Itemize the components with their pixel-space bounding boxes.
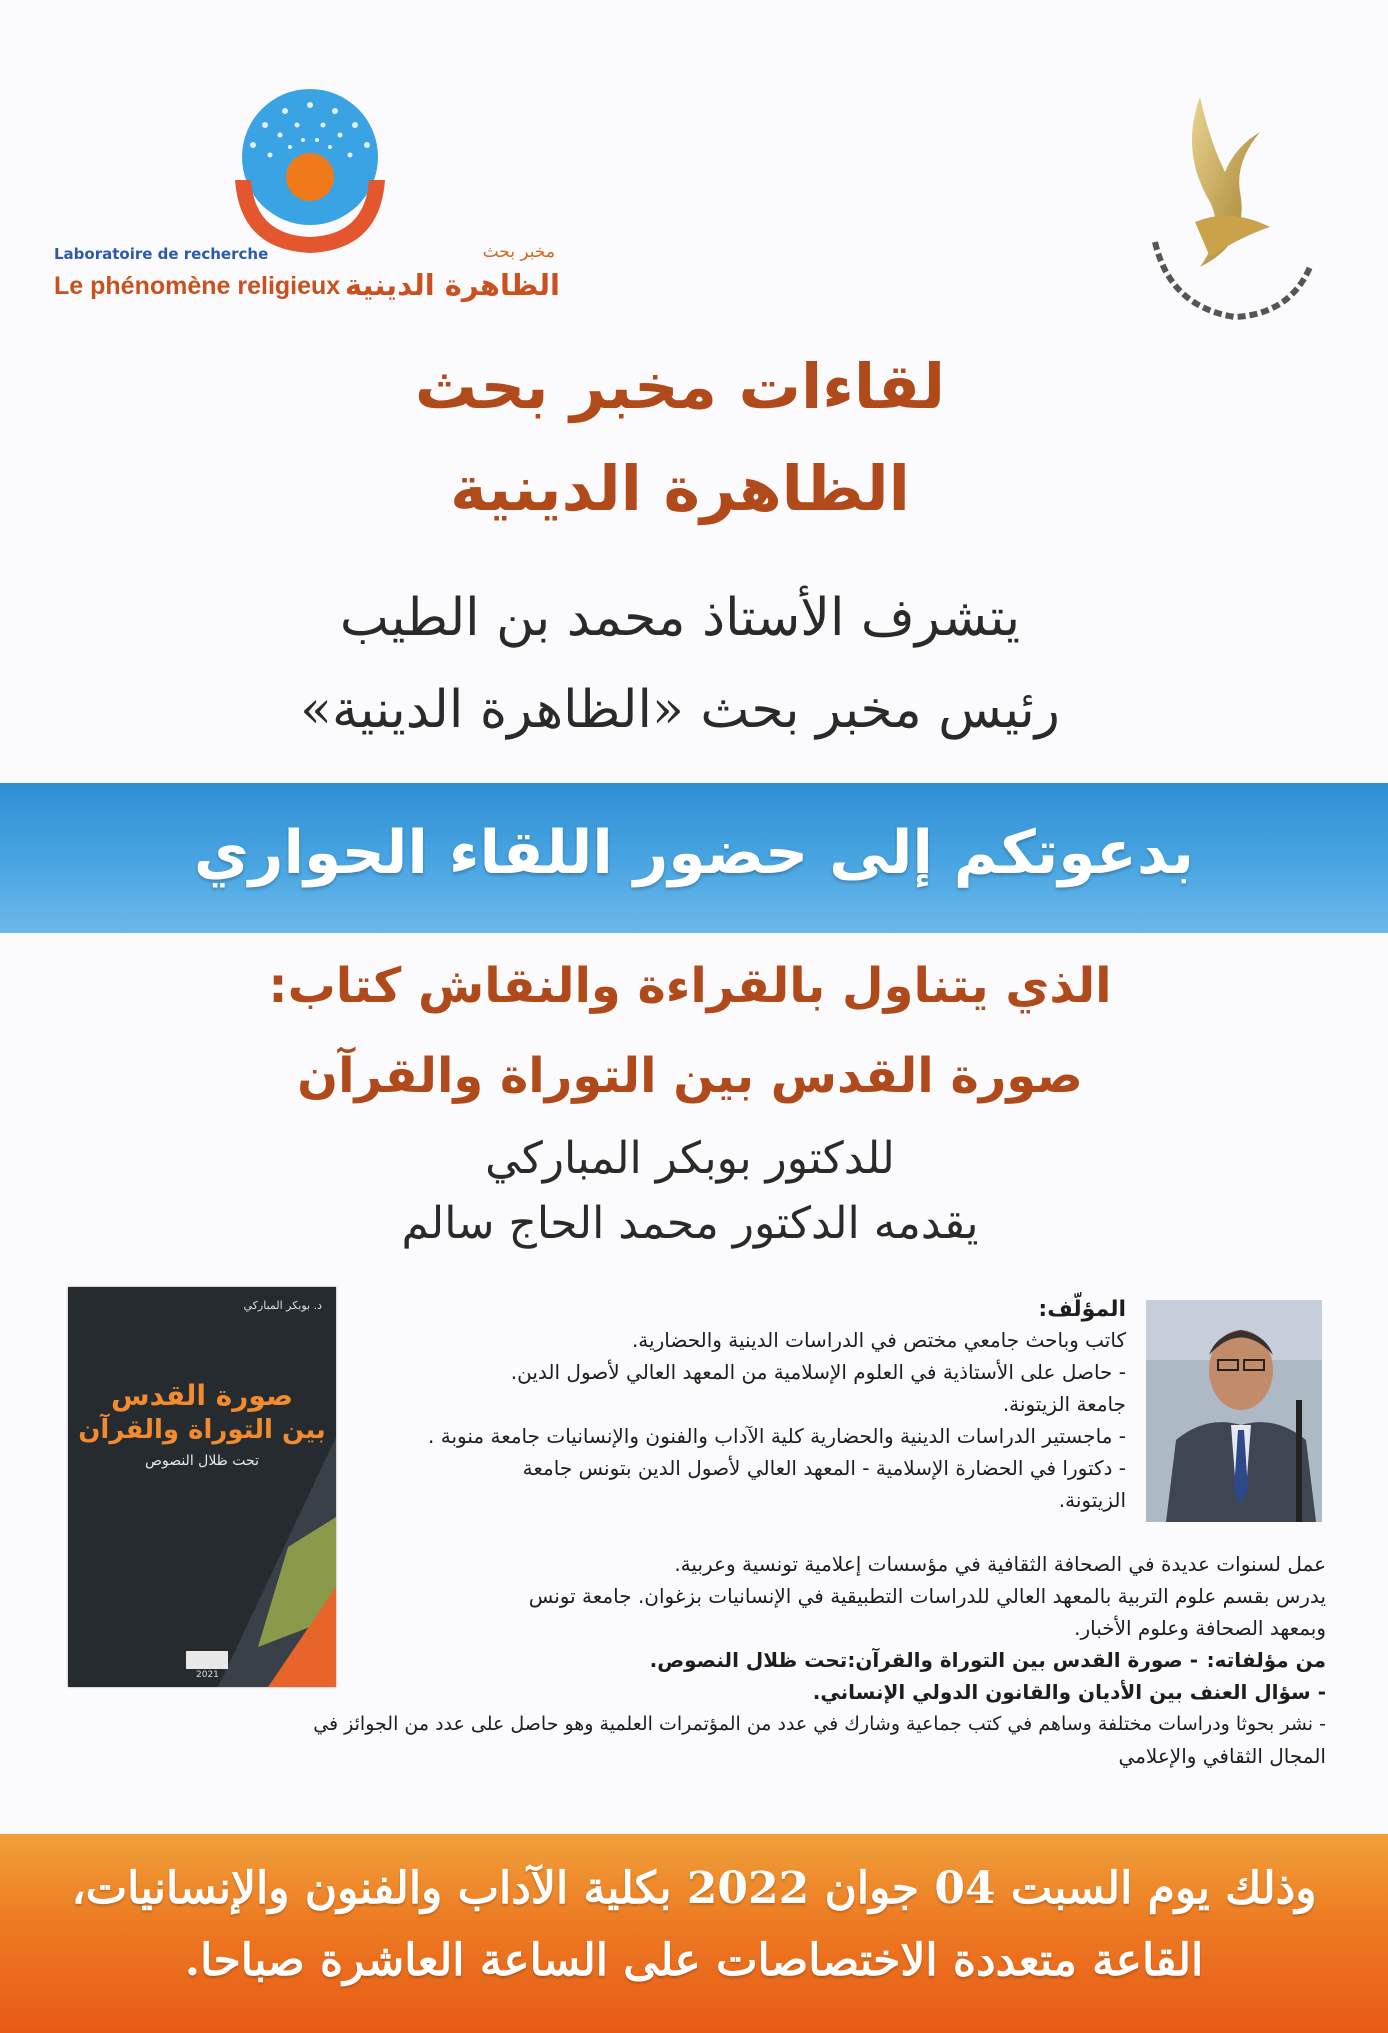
- event-date-venue: وذلك يوم السبت 04 جوان 2022 بكلية الآداب والفنون والإنسانيات،: [71, 1863, 1317, 1914]
- author-bio-line: - حاصل على الأستاذية في العلوم الإسلامية من المعهد العالي لأصول الدين.: [510, 1360, 1126, 1384]
- topic-intro: الذي يتناول بالقراءة والنقاش كتاب:: [268, 958, 1112, 1014]
- book-cover-title-2: بين التوراة والقرآن: [78, 1415, 326, 1445]
- author-photo: [1146, 1300, 1322, 1522]
- book-cover-image: [68, 1287, 336, 1687]
- author-bio-line: عمل لسنوات عديدة في الصحافة الثقافية في مؤسسات إعلامية تونسية وعربية.: [674, 1552, 1326, 1576]
- event-room-time: القاعة متعددة الاختصاصات على الساعة العاشرة صباحا.: [184, 1935, 1204, 1986]
- lab-logo: [205, 85, 415, 260]
- author-bio-line: - ماجستير الدراسات الدينية والحضارية كلية الآداب والفنون والإنسانيات جامعة منوبة .: [428, 1424, 1126, 1448]
- author-bio-line: وبمعهد الصحافة وعلوم الأخبار.: [1074, 1616, 1326, 1640]
- works-item: - سؤال العنف بين الأديان والقانون الدولي الإنساني.: [812, 1680, 1326, 1704]
- faculty-logo: [1140, 92, 1315, 332]
- invitation-banner-text: بدعوتكم إلى حضور اللقاء الحواري: [193, 818, 1195, 888]
- lab-name-ar: الظاهرة الدينية: [344, 268, 560, 302]
- book-cover-subtitle: تحت ظلال النصوص: [145, 1453, 259, 1469]
- author-bio-line: الزيتونة.: [1058, 1488, 1126, 1512]
- author-bio-heading: المؤلّف:: [1038, 1297, 1126, 1322]
- author-bio-line: يدرس بقسم علوم التربية بالمعهد العالي للدراسات التطبيقية في الإنسانيات بزغوان. جامعة تونس: [528, 1584, 1326, 1608]
- book-author: للدكتور بوبكر المباركي: [485, 1133, 895, 1184]
- book-cover-year: 2021: [196, 1670, 219, 1680]
- works-item: - صورة القدس بين التوراة والقرآن:تحت ظلال النصوص.: [649, 1648, 1198, 1672]
- works-item: المجال الثقافي والإعلامي: [1118, 1744, 1326, 1768]
- book-cover-art: [68, 1287, 336, 1687]
- book-presenter: يقدمه الدكتور محمد الحاج سالم: [401, 1198, 979, 1249]
- author-bio-line: جامعة الزيتونة.: [1002, 1392, 1126, 1416]
- author-bio-line: - دكتورا في الحضارة الإسلامية - المعهد العالي لأصول الدين بتونس جامعة: [522, 1456, 1126, 1480]
- host-line1: يتشرف الأستاذ محمد بن الطيب: [339, 588, 1021, 648]
- lab-name-fr: Le phénomène religieux: [54, 272, 341, 300]
- book-cover-author: د. بوبكر المباركي: [243, 1299, 322, 1312]
- lab-name-fr-small: Laboratoire de recherche: [54, 245, 269, 263]
- book-title: صورة القدس بين التوراة والقرآن: [297, 1048, 1083, 1104]
- book-cover-title-1: صورة القدس: [110, 1379, 294, 1412]
- lab-name-ar-small: مخبر بحث: [482, 242, 555, 262]
- event-title-line2: الظاهرة الدينية: [450, 452, 910, 525]
- event-title-line1: لقاءات مخبر بحث: [414, 350, 946, 423]
- works-item: - نشر بحوثا ودراسات مختلفة وساهم في كتب جماعية وشارك في عدد من المؤتمرات العلمية وهو حاصل على عدد من الجوائز في: [313, 1713, 1326, 1735]
- author-bio-line: كاتب وباحث جامعي مختص في الدراسات الدينية والحضارية.: [631, 1328, 1126, 1352]
- host-line2: رئيس مخبر بحث «الظاهرة الدينية»: [300, 680, 1060, 740]
- works-heading: من مؤلفاته:: [1206, 1648, 1326, 1672]
